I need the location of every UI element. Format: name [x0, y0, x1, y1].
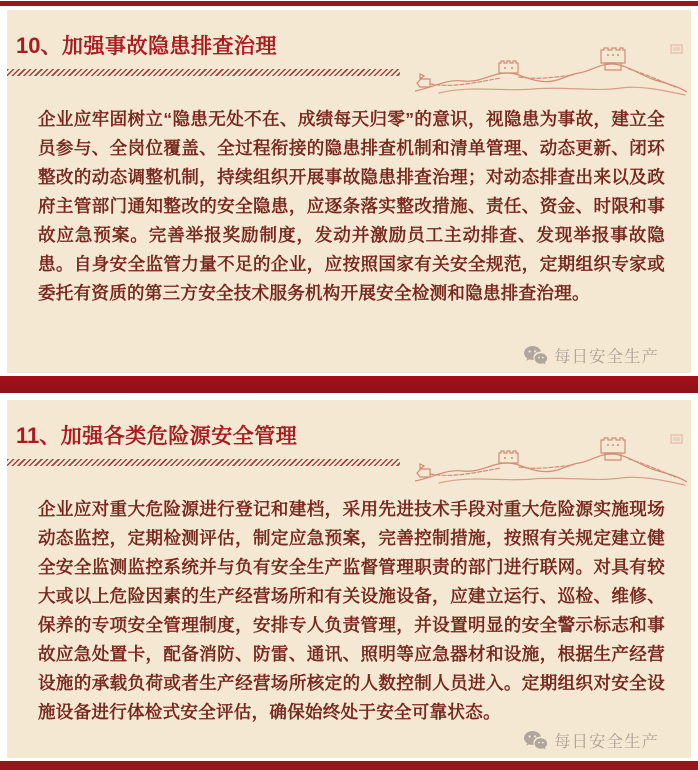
section-11-panel [7, 400, 691, 758]
section-title-text: 加强事故隐患排查治理 [61, 35, 277, 58]
seal-stamp [671, 435, 682, 443]
section-11-paragraph: 企业应对重大危险源进行登记和建档，采用先进技术手段对重大危险源实施现场动态监控，定期检测评估，制定应急预案，完善控制措施，按照有关规定建立健全安全监测监控系统并与负有安全生产监督管理职责的部门进行联网。对具有较大或以上危险因素的生产经营场所和有关设施设备，应建立运行、巡检、维修、保养的专项安全管理制度，安排专人负责管理，并设置明显的安全警示标志和事故应急处置卡，配备消防、防雷、通讯、照明等应急器材和设施，根据生产经营设施的承载负荷或者生产经营场所核定的人数控制人员进入。定期组织对安全设施设备进行体检式安全评估，确保始终处于安全可靠状态。 [38, 499, 665, 722]
section-10-title [16, 30, 277, 60]
great-wall-illustration [415, 432, 687, 488]
wechat-icon [523, 730, 548, 751]
bottom-divider-bar [0, 761, 698, 770]
top-divider-bar [0, 1, 698, 6]
great-wall-illustration [415, 42, 687, 98]
section-11-title [16, 420, 297, 450]
section-number: 11 [16, 423, 40, 448]
watermark [523, 343, 659, 367]
wechat-icon [523, 345, 548, 366]
hatched-divider [7, 69, 400, 76]
section-10-paragraph: 企业应牢固树立“隐患无处不在、成绩每天归零”的意识，视隐患为事故，建立全员参与、全岗位覆盖、全过程衔接的隐患排查机制和清单管理、动态更新、闭环整改的动态调整机制，持续组织开展事故隐患排查治理；对动态排查出来以及政府主管部门通知整改的安全隐患，应逐条落实整改措施、责任、资金、时限和事故应急预案。完善举报奖励制度，发动并激励员工主动排查、发现举报事故隐患。自身安全监管力量不足的企业，应按照国家有关安全规范，定期组织专家或委托有资质的第三方安全技术服务机构开展安全检测和隐患排查治理。 [38, 109, 665, 303]
section-number: 10 [16, 33, 41, 58]
watermark-label: 每日安全生产 [554, 348, 659, 366]
hatched-divider [7, 459, 400, 466]
watermark [523, 728, 659, 752]
section-title-text: 加强各类危险源安全管理 [60, 425, 298, 448]
watermark-label: 每日安全生产 [554, 733, 659, 751]
seal-stamp [671, 45, 682, 53]
section-number-separator: 、 [39, 425, 61, 448]
section-number-separator: 、 [40, 35, 62, 58]
section-10-panel [7, 10, 691, 373]
middle-divider-bar [0, 376, 698, 393]
